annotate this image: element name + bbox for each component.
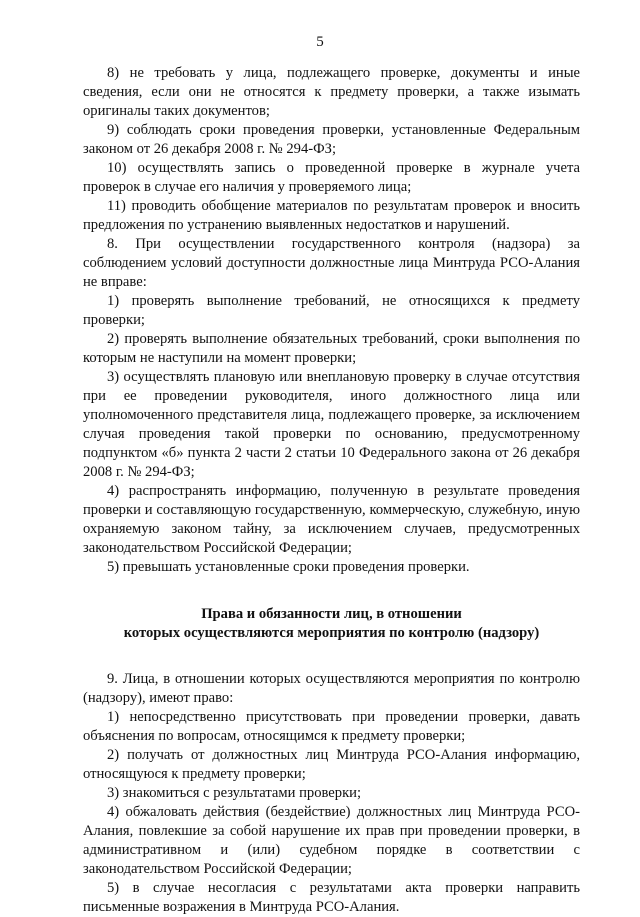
paragraph: 9. Лица, в отношении которых осуществляются мероприятия по контролю (надзору), имеют право: xyxy=(83,671,580,706)
paragraph: 4) распространять информацию, полученную в результате проведения проверки и составляющую государственную, коммерческую, служебную, иную охраняемую законом тайну, за исключением случаев, предусмотренных законодательством Российской Федерации; xyxy=(83,483,580,556)
paragraph: 2) получать от должностных лиц Минтруда РСО-Алания информацию, относящуюся к предмету проверки; xyxy=(83,747,580,782)
paragraph: 11) проводить обобщение материалов по результатам проверок и вносить предложения по устранению выявленных недостатков и нарушений. xyxy=(83,198,580,233)
paragraph: 5) в случае несогласия с результатами акта проверки направить письменные возражения в Минтруда РСО-Алания. xyxy=(83,880,580,915)
section-heading-line: Права и обязанности лиц, в отношении xyxy=(201,606,462,622)
paragraph: 1) проверять выполнение требований, не относящихся к предмету проверки; xyxy=(83,293,580,328)
paragraph: 2) проверять выполнение обязательных требований, сроки выполнения по которым не наступили на момент проверки; xyxy=(83,331,580,366)
paragraph: 8. При осуществлении государственного контроля (надзора) за соблюдением условий доступности должностные лица Минтруда РСО-Алания не вправе: xyxy=(83,236,580,290)
paragraph: 4) обжаловать действия (бездействие) должностных лиц Минтруда РСО-Алания, повлекшие за собой нарушение их прав при проведении проверки, в административном и (или) судебном порядке в соответствии с законодательством Российской Федерации; xyxy=(83,804,580,877)
page-number: 5 xyxy=(316,34,324,50)
section-heading-line: которых осуществляются мероприятия по контролю (надзору) xyxy=(123,625,540,641)
paragraph: 1) непосредственно присутствовать при проведении проверки, давать объяснения по вопросам, относящимся к предмету проверки; xyxy=(83,709,580,744)
section-heading xyxy=(83,605,580,643)
paragraph: 3) осуществлять плановую или внеплановую проверку в случае отсутствия при ее проведении руководителя, иного должностного лица или уполномоченного представителя лица, подлежащего проверке, за исключением случая проведения такой проверки по основанию, предусмотренному подпунктом «б» пункта 2 части 2 статьи 10 Федерального закона от 26 декабря 2008 г. № 294-ФЗ; xyxy=(83,369,580,480)
document-body xyxy=(83,64,580,917)
paragraph: 9) соблюдать сроки проведения проверки, установленные Федеральным законом от 26 декабря 2008 г. № 294-ФЗ; xyxy=(83,122,580,157)
paragraph: 5) превышать установленные сроки проведения проверки. xyxy=(107,559,470,575)
paragraph: 10) осуществлять запись о проведенной проверке в журнале учета проверок в случае его наличия у проверяемого лица; xyxy=(83,160,580,195)
paragraph: 3) знакомиться с результатами проверки; xyxy=(107,785,362,801)
paragraph: 8) не требовать у лица, подлежащего проверке, документы и иные сведения, если они не относятся к предмету проверки, а также изымать оригиналы таких документов; xyxy=(83,65,580,119)
